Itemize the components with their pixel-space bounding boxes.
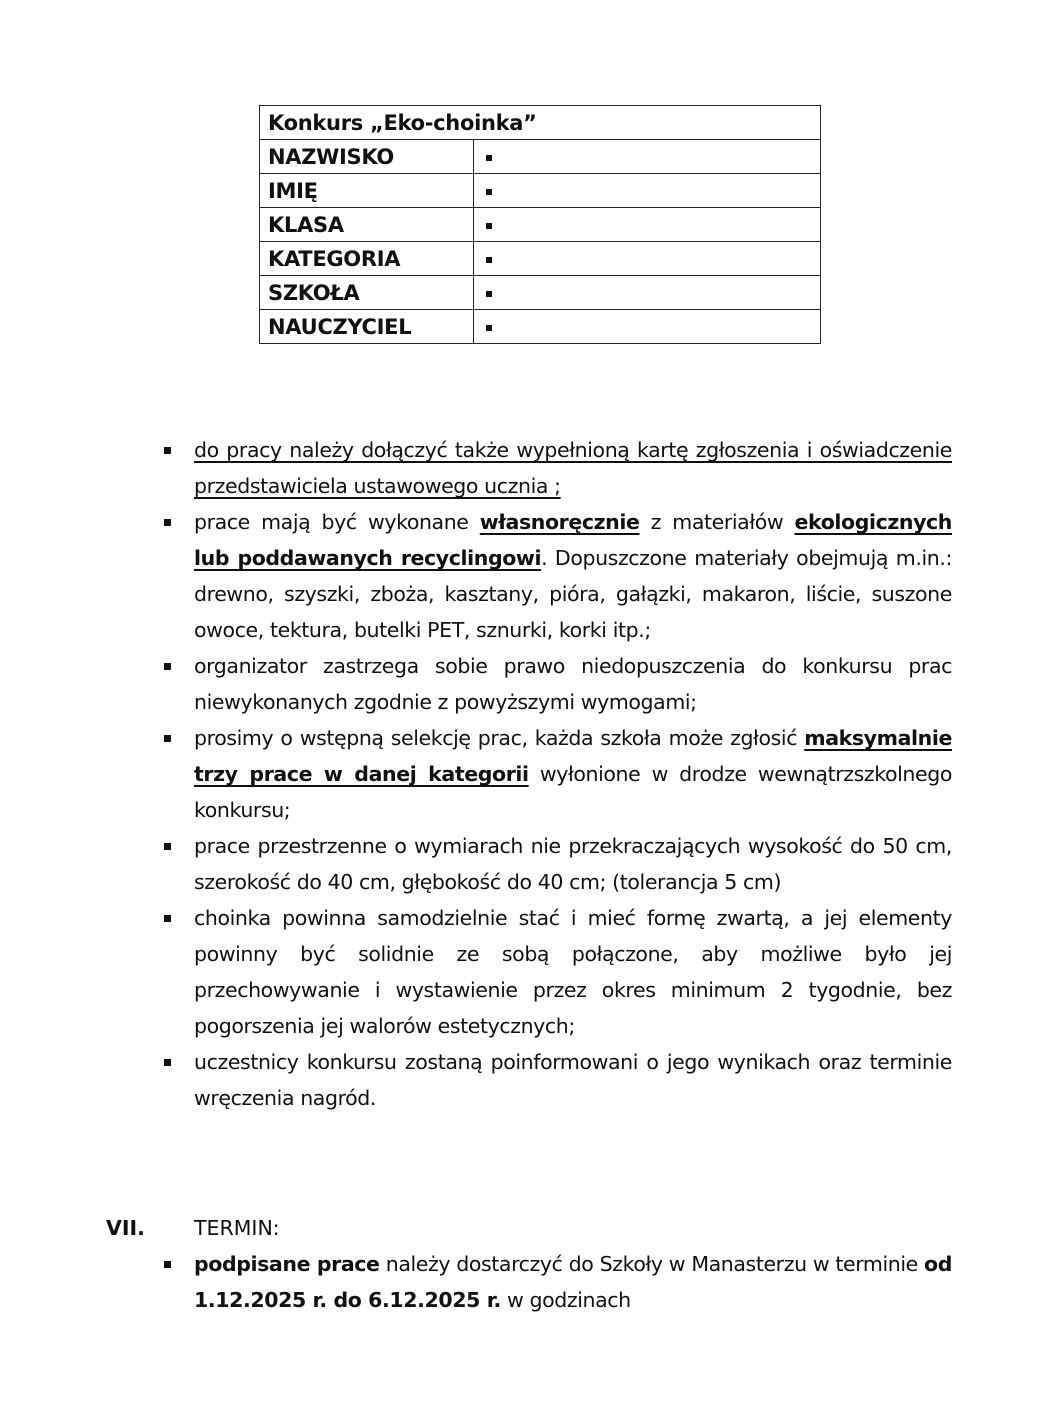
rule-text: do pracy należy dołączyć także wypełnioną kartę zgłoszenia i oświadczenie przedstawiciela ustawowego ucznia ; bbox=[194, 438, 952, 498]
rule-item bbox=[160, 1044, 952, 1116]
rule-item bbox=[160, 648, 952, 720]
rule-text: prosimy o wstępną selekcję prac, każda szkoła może zgłosić bbox=[194, 726, 805, 750]
rule-text: z materiałów bbox=[639, 510, 795, 534]
rule-emphasis: własnoręcznie bbox=[479, 510, 640, 534]
form-value-field[interactable] bbox=[474, 140, 821, 174]
bullet-icon bbox=[164, 663, 171, 670]
form-value-field[interactable] bbox=[474, 174, 821, 208]
bullet-icon bbox=[164, 1261, 171, 1268]
rule-text: prace mają być wykonane bbox=[194, 510, 480, 534]
form-label: NAZWISKO bbox=[260, 140, 474, 174]
form-value-field[interactable] bbox=[474, 242, 821, 276]
rule-text: prace przestrzenne o wymiarach nie przekraczających wysokość do 50 cm, szerokość do 40 cm, głębokość do 40 cm; (tolerancja 5 cm) bbox=[194, 834, 952, 894]
section-title: TERMIN: bbox=[194, 1216, 280, 1240]
bullet-icon bbox=[164, 735, 171, 742]
form-row bbox=[260, 242, 821, 276]
bullet-icon bbox=[164, 843, 171, 850]
rule-text: uczestnicy konkursu zostaną poinformowani o jego wynikach oraz terminie wręczenia nagród. bbox=[194, 1050, 952, 1110]
deadline-dates: od 1.12.2025 r. do 6.12.2025 r. bbox=[194, 1252, 953, 1312]
deadline-list bbox=[160, 1246, 952, 1318]
bullet-icon bbox=[164, 915, 171, 922]
form-title-row bbox=[260, 106, 821, 140]
rule-text: organizator zastrzega sobie prawo niedopuszczenia do konkursu prac niewykonanych zgodnie z powyższymi wymogami; bbox=[194, 654, 952, 714]
bullet-icon bbox=[164, 447, 171, 454]
bullet-icon bbox=[164, 1059, 171, 1066]
form-value-field[interactable] bbox=[474, 208, 821, 242]
form-value-field[interactable] bbox=[474, 310, 821, 344]
bullet-icon bbox=[486, 155, 492, 161]
bullet-icon bbox=[486, 189, 492, 195]
form-row bbox=[260, 276, 821, 310]
form-label: IMIĘ bbox=[260, 174, 474, 208]
form-row bbox=[260, 140, 821, 174]
form-row bbox=[260, 174, 821, 208]
section-heading bbox=[106, 1210, 280, 1246]
deadline-text: w godzinach bbox=[500, 1288, 631, 1312]
form-label: NAUCZYCIEL bbox=[260, 310, 474, 344]
bullet-icon bbox=[486, 325, 492, 331]
bullet-icon bbox=[486, 291, 492, 297]
rule-item bbox=[160, 828, 952, 900]
form-row bbox=[260, 310, 821, 344]
section-number: VII. bbox=[106, 1216, 145, 1240]
rule-item bbox=[160, 900, 952, 1044]
rule-item bbox=[160, 432, 952, 504]
rule-text: choinka powinna samodzielnie stać i mieć formę zwartą, a jej elementy powinny być solidnie ze sobą połączone, aby możliwe było jej przechowywanie i wystawienie przez okres minimum 2 tygodnie, bez pogorszenia jej walorów estetycznych; bbox=[194, 906, 952, 1038]
rule-text: . Dopuszczone materiały obejmują m.in.: drewno, szyszki, zboża, kasztany, pióra, gałązki, makaron, liście, suszone owoce, tektura, butelki PET, sznurki, korki itp.; bbox=[194, 546, 952, 642]
bullet-icon bbox=[486, 223, 492, 229]
rule-item bbox=[160, 504, 952, 648]
form-label: KATEGORIA bbox=[260, 242, 474, 276]
form-value-field[interactable] bbox=[474, 276, 821, 310]
rule-item bbox=[160, 720, 952, 828]
deadline-text: należy dostarczyć do Szkoły w Manasterzu w terminie bbox=[379, 1252, 925, 1276]
bullet-icon bbox=[486, 257, 492, 263]
deadline-item bbox=[160, 1246, 952, 1318]
rules-list bbox=[160, 432, 952, 1116]
bullet-icon bbox=[164, 519, 171, 526]
form-label: SZKOŁA bbox=[260, 276, 474, 310]
form-label: KLASA bbox=[260, 208, 474, 242]
deadline-emphasis: podpisane prace bbox=[194, 1252, 380, 1276]
rule-text: wyłonione w drodze wewnątrzszkolnego konkursu; bbox=[194, 762, 952, 822]
form-title: Konkurs „Eko-choinka” bbox=[260, 106, 821, 140]
rule-emphasis: ekologicznych lub poddawanych recyclingowi bbox=[194, 510, 952, 570]
rule-emphasis: maksymalnie trzy prace w danej kategorii bbox=[194, 726, 952, 786]
entry-form-table bbox=[259, 105, 821, 344]
form-row bbox=[260, 208, 821, 242]
